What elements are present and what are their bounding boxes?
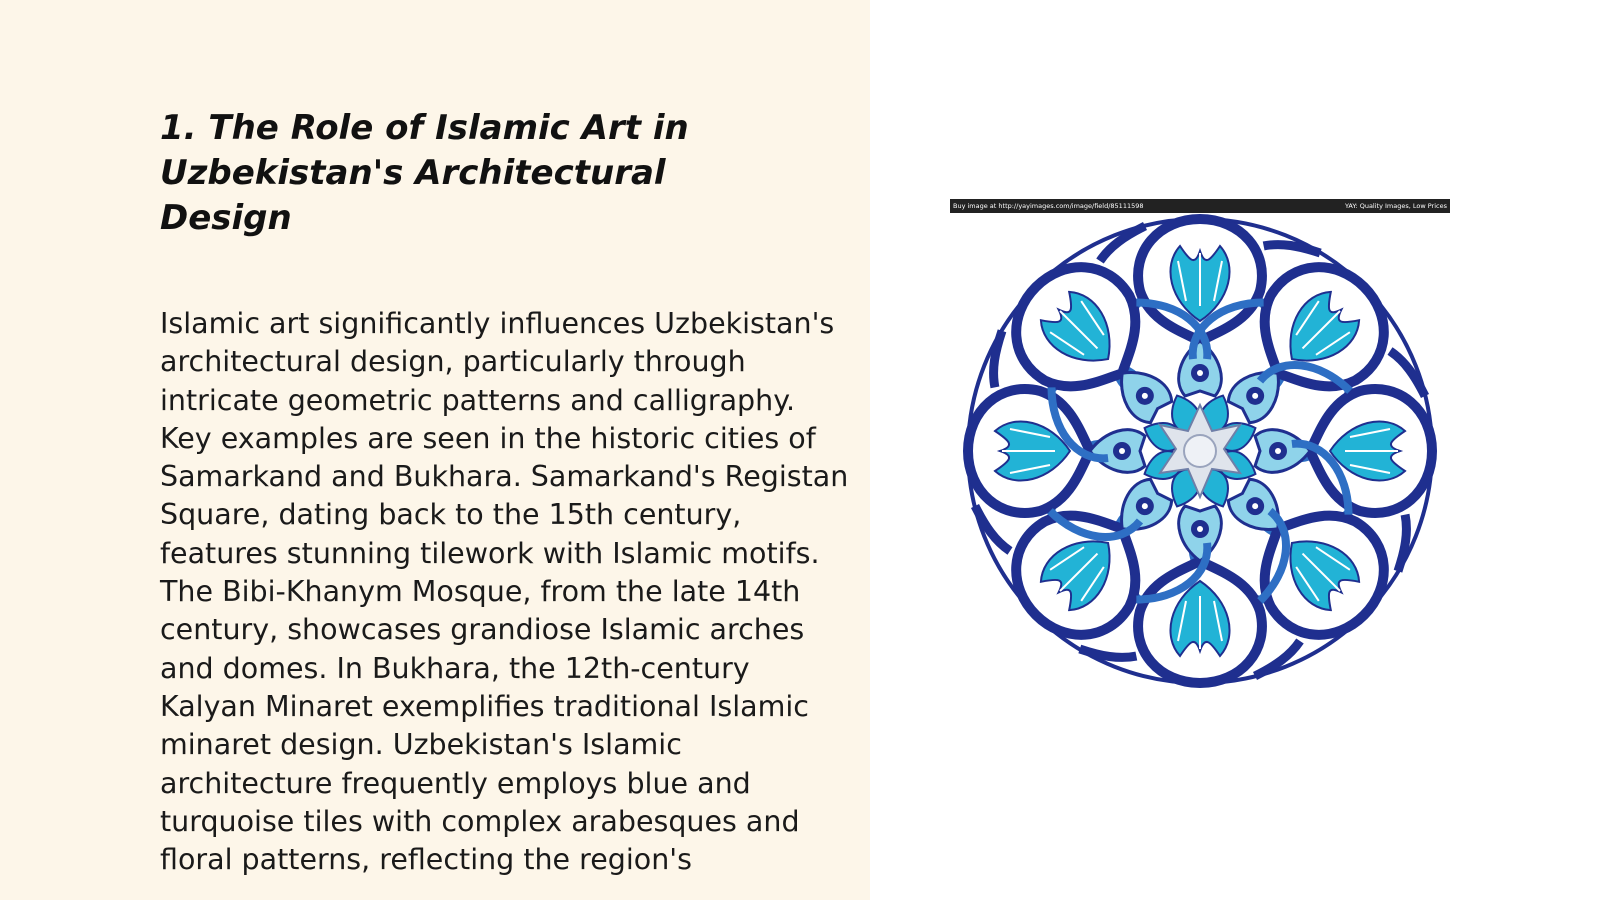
ornament-image [950, 199, 1450, 689]
image-watermark-bar [950, 199, 1450, 213]
slide-title: 1. The Role of Islamic Art in Uzbekistan's Architectural Design [160, 108, 689, 238]
ornament-rosette-icon [950, 213, 1450, 689]
watermark-left-text: Buy image at http://yayimages.com/image/field/85111598 [953, 202, 1144, 210]
slide-body-text: Islamic art significantly influences Uzbekistan's architectural design, particularly through intricate geometric patterns and calligraphy. Key examples are seen in the historic cities of Samarkand and Bukhara. Samarkand's Registan Square, dating back to the 15th century, features stunning tilework with Islamic motifs. The Bibi-Khanym Mosque, from the late 14th century, showcases grandiose Islamic arches and domes. In Bukhara, the 12th-century Kalyan Minaret exemplifies traditional Islamic minaret design. Uzbekistan's Islamic architecture frequently employs blue and turquoise tiles with complex arabesques and floral patterns, reflecting the region's [160, 307, 849, 877]
watermark-right-text: YAY: Quality Images, Low Prices [1344, 202, 1447, 210]
